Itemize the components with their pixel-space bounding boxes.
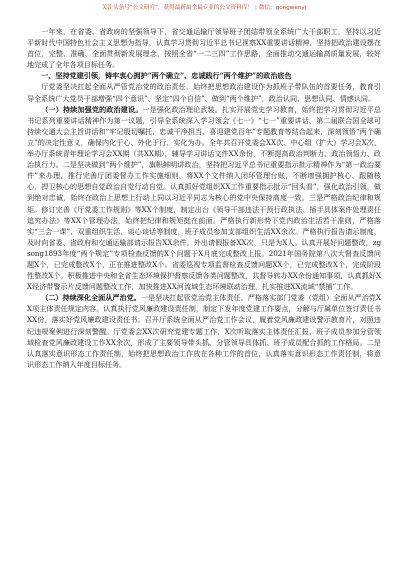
subsection-2-paragraph xyxy=(27,292,381,370)
subsection-1-paragraph xyxy=(27,104,381,293)
banner-promo-text: 关注头条号“公文研究”，获得最新最全最专业的公文资料库！ xyxy=(101,5,254,11)
intro-paragraph: 一年来，在省委、省政府的坚强领导下，省交通运输厅领导班子团结带领全系统广大干部职工，坚持以习近平新时代中国特色社会主义思想为指导，认真学习贯彻习近平总书记视察XX重要讲话精神，坚持把政治建设摆在首位，完整、准确、全面贯彻新发展理念，按照全省“一二三四”工作思路，全面推动交通运输高质量发展，较好地完成了全年各项目标任务。 xyxy=(27,27,381,70)
subsection-1-text: 一是强化政治理论武装。扎实开展党史学习教育，始终把学习贯彻习近平总书记系列重要讲话精神作为第一议题，引导全系统深入学习领会《七一》“七一”重要讲话、第二届联合国全球可持续交通大会主旨讲话和“牢记殷切嘱托、忠诚干净担当、喜迎建党百年”专题教育等结合起来，深刻领悟“两个确立”的决定性意义，确保内化于心、外化于行、实化为办。全年共召开党委会XX次、中心组（扩大）学习会X次，举办厅系统青年理论学习会XX期（共XX期），辅导学习讲话文件XX余份，不断提高政治判断力、政治领悟力、政治执行力。二是坚决做到“两个维护”，旗帜鲜明讲政治，坚持把习近平总书记重要指示批示精神作为“第一政治要件”来办理，推行完善厅团委督办工作实施细则，将XX个文件纳入闭环管理台账，不断增强拥护核心、跟随核心、捍卫核心的思想自觉政治自觉行动自觉。认真抓好党组织XX工作重要指示批示“回头看”，强化政治引领，做到绝对忠诚，始终在政治上思想上行动上同以习近平同志为核心的党中央保持高度一致。三是严格政治纪律和规矩。修订完善《厅党委工作规则》等XX个制度，制定出台《领导干部违法干预行政执法、插手具体案件处理责任追究办法》等XX个管理办法，始终把纪律和规矩挺在前面。严格执行新形势下党内政治生活若干准则，严格落实“三会一课”、双重组织生活、谈心谈话等制度，班子成员参加支部组织生活XX余次。严格执行报告请示制度，及时向省委、省政府和交通运输部请示报告XX余件。外出请假报备XX次，只是为X人。认真开展好问题整改，zgsong1893年度“两个规定”专项检查反馈的X个问题于X月底完成整改上报。2021年国务院第八次大督查反馈问题X个，已完成整改X个，正在推进整改X个。省委巡视专项监督检查反馈问题XX个，已完成整改X个，完成阶段性整改X个。积极推进中央和全省生态环境保护督察反馈各类问题整改，共督导转办XX余份通知事项，认真抓好XX经济带警示片反馈问题整改工作，加快推进XX河流域生态环境联动治理，扎实推进XX流域“禁捕”工作。 xyxy=(27,104,382,292)
banner-wechat-text: 微信：gongwenyj xyxy=(258,5,307,11)
section-heading-1: 一、坚持党建引领，铸牢衷心拥护“两个确立”、忠诚践行“两个维护”的政治底色 xyxy=(41,71,292,81)
subsection-1-heading: （一）持续加强党的政治建设。 xyxy=(41,104,143,114)
subsection-2-text: 一是坚决扛起管党治党主体责任。严格落实部门党委（党组）全面从严治党XX项主体责任规定内容。认真执行党风廉政建设责任制，制定下发年度党建工作要点，分解与厅属单位签订责任书XX份，落实好党风廉政建设责任书。召开厅系统全面从严治党工作会议，履着党风廉政建设警示教育片，对照违纪违规案例进行深刻警醒。厅党委会XX次研究党建专题工作，X次听取落实主体责任汇报，班子成员参加分管领域检查党风廉政建设工作XX余次，形成了主要领导带头抓、分管领导具体抓、班子成员配合抓的工作格局。二是认真落实意识形态工作责任制，始终把思想政治工作放在各种工作的首位，认真落实意识形态工作责任制，将意识形态工作纳入年度目标任务。 xyxy=(27,293,381,369)
promo-banner: 关注头条号“公文研究”，获得最新最全最专业的公文资料库！ | 微信：gongwenyj xyxy=(101,5,307,11)
document-body xyxy=(27,26,381,370)
section-1-paragraph: 厅党委坚决扛起全面从严管党治党的政治责任，始终把思想政治建设作为抓班子带队伍的首要任务，教育引导全系统广大党员干部增强“四个意识”、坚定“四个自信”、做到“两个维护”，政治认同、思想认同、情感认同。 xyxy=(27,82,381,103)
subsection-2-heading: （二）持续深化全面从严治党。 xyxy=(41,293,141,303)
